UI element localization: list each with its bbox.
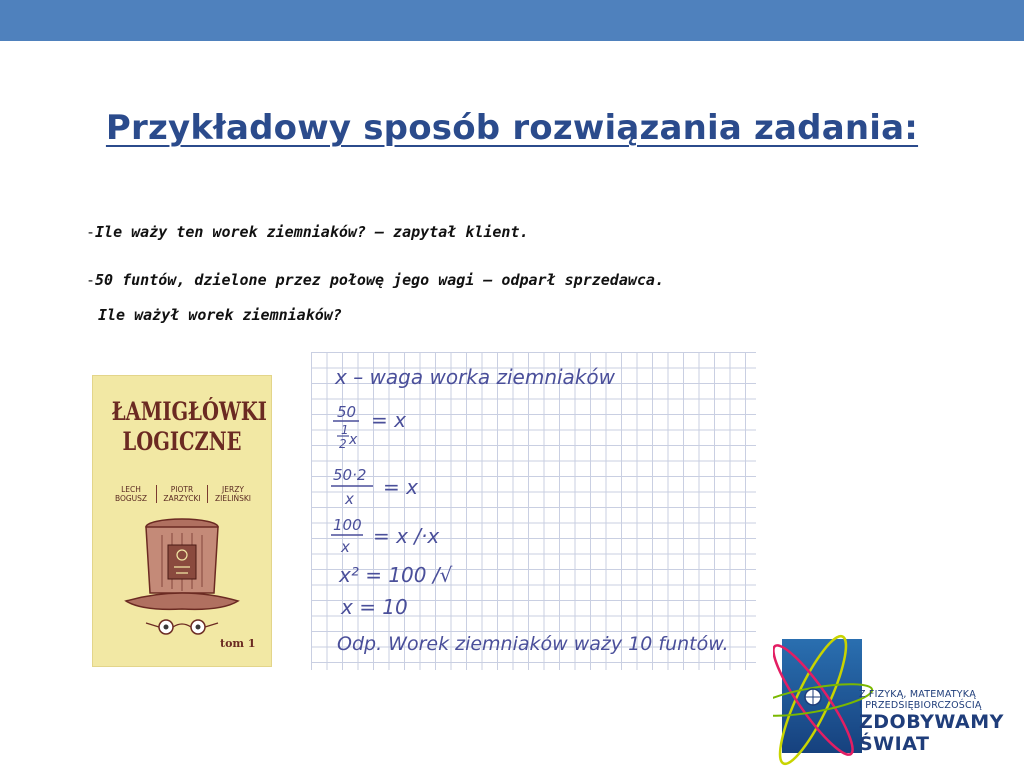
handwriting-fraction-part: x bbox=[349, 432, 358, 448]
handwriting-fraction-numerator: 100 bbox=[333, 516, 362, 534]
handwriting-fraction-part: 2 bbox=[339, 437, 347, 451]
book-cover-image bbox=[92, 375, 272, 667]
book-author: PIOTR ZARZYCKI bbox=[156, 485, 207, 503]
handwriting-answer: Odp. Worek ziemniaków waży 10 funtów. bbox=[337, 633, 729, 655]
logo-text: Z FIZYKĄ, MATEMATYKĄ I PRZEDSIĘBIORCZOŚCIĄ ZDOBYWAMY ŚWIAT bbox=[859, 689, 1004, 755]
handwriting-fraction-denominator: x bbox=[345, 490, 354, 508]
handwriting-line: x = 10 bbox=[341, 595, 408, 619]
handwriting-equation-rhs: = x /·x bbox=[373, 524, 440, 548]
handwriting-equation-rhs: = x bbox=[383, 475, 418, 499]
handwriting-fraction-denominator: x bbox=[341, 538, 350, 556]
book-authors bbox=[106, 485, 258, 503]
handwriting-line: x² = 100 /√ bbox=[339, 563, 453, 587]
slide-title bbox=[0, 108, 1024, 148]
handwriting-line: x – waga worka ziemniaków bbox=[335, 365, 615, 389]
top-bar bbox=[0, 0, 1024, 41]
project-logo bbox=[773, 625, 1024, 768]
dialogue-line-1: -Ile waży ten worek ziemniaków? – zapytał klient. bbox=[86, 223, 529, 241]
book-volume: tom 1 bbox=[220, 637, 256, 650]
question-line: Ile ważył worek ziemniaków? bbox=[98, 306, 342, 324]
handwriting-equation-rhs: = x bbox=[371, 408, 406, 432]
dialogue-line-2: -50 funtów, dzielone przez połowę jego wagi – odparł sprzedawca. bbox=[86, 271, 664, 289]
book-author: JERZY ZIELIŃSKI bbox=[207, 485, 258, 503]
handwriting-fraction-numerator: 50 bbox=[337, 403, 357, 421]
handwriting-fraction-part: 1 bbox=[341, 423, 349, 437]
book-title: ŁAMIGŁÓWKI LOGICZNE bbox=[111, 397, 267, 456]
book-author: LECH BOGUSZ bbox=[114, 485, 148, 503]
handwriting-fraction-numerator: 50·2 bbox=[333, 466, 367, 484]
top-hat-illustration bbox=[122, 515, 242, 645]
handwriting-layer bbox=[311, 352, 756, 670]
handwritten-solution-image bbox=[311, 352, 756, 670]
slide-title-text: Przykładowy sposób rozwiązania zadania: bbox=[105, 108, 919, 148]
